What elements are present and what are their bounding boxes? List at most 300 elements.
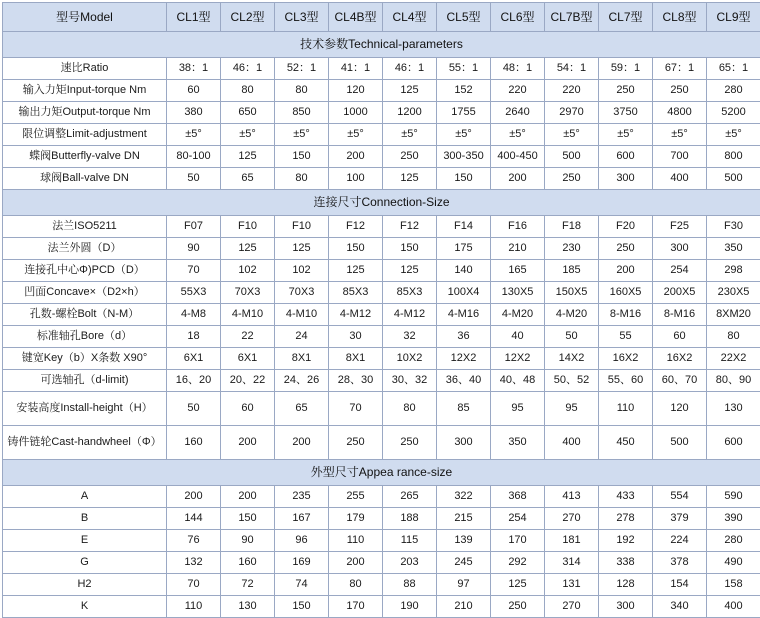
table-cell: 10X2 xyxy=(383,348,437,370)
row-label: 法兰外圆（D） xyxy=(3,238,167,260)
table-cell: 280 xyxy=(707,80,760,102)
table-cell: 175 xyxy=(437,238,491,260)
table-cell: ±5° xyxy=(599,124,653,146)
table-cell: 110 xyxy=(329,530,383,552)
table-cell: 67：1 xyxy=(653,58,707,80)
table-cell: 8-M16 xyxy=(599,304,653,326)
table-cell: 85X3 xyxy=(383,282,437,304)
table-cell: 46：1 xyxy=(221,58,275,80)
table-cell: 350 xyxy=(707,238,760,260)
table-cell: 169 xyxy=(275,552,329,574)
table-cell: 210 xyxy=(437,596,491,618)
table-cell: 250 xyxy=(545,168,599,190)
table-cell: 179 xyxy=(329,508,383,530)
table-cell: 380 xyxy=(167,102,221,124)
table-cell: 40、48 xyxy=(491,370,545,392)
table-cell: 4-M10 xyxy=(275,304,329,326)
table-cell: 170 xyxy=(329,596,383,618)
column-header-CL4B型: CL4B型 xyxy=(329,3,383,32)
table-cell: 144 xyxy=(167,508,221,530)
table-cell: 96 xyxy=(275,530,329,552)
column-header-CL8型: CL8型 xyxy=(653,3,707,32)
table-cell: 170 xyxy=(491,530,545,552)
table-cell: 6X1 xyxy=(221,348,275,370)
table-cell: 700 xyxy=(653,146,707,168)
row-label: 限位调整Limit-adjustment xyxy=(3,124,167,146)
table-cell: 76 xyxy=(167,530,221,552)
table-cell: 60 xyxy=(653,326,707,348)
table-cell: F12 xyxy=(329,216,383,238)
table-row xyxy=(3,392,760,426)
table-cell: 590 xyxy=(707,486,760,508)
table-cell: 55、60 xyxy=(599,370,653,392)
row-label: 安装高度Install-height（H） xyxy=(3,392,167,426)
table-cell: 4-M12 xyxy=(329,304,383,326)
table-cell: 800 xyxy=(707,146,760,168)
table-row xyxy=(3,304,760,326)
column-header-CL4型: CL4型 xyxy=(383,3,437,32)
table-cell: 97 xyxy=(437,574,491,596)
table-cell: 300 xyxy=(599,168,653,190)
row-label: 键宽Key（b）X条数 X90° xyxy=(3,348,167,370)
table-cell: 270 xyxy=(545,596,599,618)
table-cell: 60 xyxy=(167,80,221,102)
specifications-table xyxy=(2,2,760,618)
table-cell: 50 xyxy=(167,392,221,426)
table-cell: 125 xyxy=(491,574,545,596)
table-cell: 50 xyxy=(167,168,221,190)
table-cell: 154 xyxy=(653,574,707,596)
table-cell: F18 xyxy=(545,216,599,238)
table-cell: F07 xyxy=(167,216,221,238)
table-cell: 322 xyxy=(437,486,491,508)
table-cell: F20 xyxy=(599,216,653,238)
table-cell: 150 xyxy=(275,146,329,168)
table-cell: 128 xyxy=(599,574,653,596)
table-cell: ±5° xyxy=(491,124,545,146)
table-cell: 200 xyxy=(599,260,653,282)
table-cell: 95 xyxy=(545,392,599,426)
table-cell: 230 xyxy=(545,238,599,260)
table-cell: 650 xyxy=(221,102,275,124)
table-cell: 65：1 xyxy=(707,58,760,80)
table-cell: 4800 xyxy=(653,102,707,124)
table-cell: 152 xyxy=(437,80,491,102)
table-cell: 600 xyxy=(599,146,653,168)
header-row xyxy=(3,3,760,32)
table-row xyxy=(3,326,760,348)
row-label: H2 xyxy=(3,574,167,596)
table-cell: 59：1 xyxy=(599,58,653,80)
table-cell: ±5° xyxy=(167,124,221,146)
row-label: K xyxy=(3,596,167,618)
table-cell: 150 xyxy=(383,238,437,260)
table-cell: 200X5 xyxy=(653,282,707,304)
table-cell: 54：1 xyxy=(545,58,599,80)
table-cell: 131 xyxy=(545,574,599,596)
table-cell: 102 xyxy=(275,260,329,282)
table-cell: 250 xyxy=(383,146,437,168)
table-cell: 200 xyxy=(491,168,545,190)
table-cell: 110 xyxy=(599,392,653,426)
table-cell: 4-M8 xyxy=(167,304,221,326)
table-cell: 80 xyxy=(275,168,329,190)
table-cell: 167 xyxy=(275,508,329,530)
table-cell: 278 xyxy=(599,508,653,530)
table-cell: 4-M20 xyxy=(545,304,599,326)
column-header-model: 型号Model xyxy=(3,3,167,32)
table-cell: 41：1 xyxy=(329,58,383,80)
table-cell: 80、90 xyxy=(707,370,760,392)
table-cell: 235 xyxy=(275,486,329,508)
table-cell: 88 xyxy=(383,574,437,596)
table-cell: 203 xyxy=(383,552,437,574)
table-cell: 65 xyxy=(275,392,329,426)
table-cell: 340 xyxy=(653,596,707,618)
table-cell: 22 xyxy=(221,326,275,348)
table-cell: 80-100 xyxy=(167,146,221,168)
table-cell: 433 xyxy=(599,486,653,508)
table-body xyxy=(3,32,760,618)
table-cell: 40 xyxy=(491,326,545,348)
table-cell: 115 xyxy=(383,530,437,552)
row-label: 孔数-螺栓Bolt（N-M） xyxy=(3,304,167,326)
table-cell: F10 xyxy=(275,216,329,238)
table-cell: 292 xyxy=(491,552,545,574)
table-cell: 24、26 xyxy=(275,370,329,392)
table-cell: 65 xyxy=(221,168,275,190)
table-cell: 140 xyxy=(437,260,491,282)
table-cell: 250 xyxy=(329,426,383,460)
table-cell: 46：1 xyxy=(383,58,437,80)
table-cell: 300 xyxy=(599,596,653,618)
table-cell: F25 xyxy=(653,216,707,238)
table-cell: 12X2 xyxy=(491,348,545,370)
row-label: 凹面Concave×（D2×h） xyxy=(3,282,167,304)
table-cell: 55X3 xyxy=(167,282,221,304)
table-cell: 12X2 xyxy=(437,348,491,370)
table-cell: 80 xyxy=(275,80,329,102)
table-cell: 85 xyxy=(437,392,491,426)
table-cell: 80 xyxy=(707,326,760,348)
table-cell: 254 xyxy=(653,260,707,282)
table-cell: 120 xyxy=(329,80,383,102)
table-cell: 400 xyxy=(653,168,707,190)
table-cell: 16X2 xyxy=(653,348,707,370)
table-cell: 18 xyxy=(167,326,221,348)
table-cell: 150X5 xyxy=(545,282,599,304)
table-cell: F16 xyxy=(491,216,545,238)
table-row xyxy=(3,348,760,370)
table-cell: 850 xyxy=(275,102,329,124)
table-row xyxy=(3,370,760,392)
table-cell: 8X1 xyxy=(275,348,329,370)
table-cell: 215 xyxy=(437,508,491,530)
table-cell: 490 xyxy=(707,552,760,574)
table-cell: 220 xyxy=(545,80,599,102)
table-cell: 60 xyxy=(221,392,275,426)
section-title: 技术参数Technical-parameters xyxy=(3,32,760,58)
table-cell: 70 xyxy=(167,260,221,282)
table-cell: F12 xyxy=(383,216,437,238)
table-cell: 250 xyxy=(383,426,437,460)
table-cell: 150 xyxy=(275,596,329,618)
row-label: 铸件链轮Cast-handwheel（Φ） xyxy=(3,426,167,460)
table-row xyxy=(3,102,760,124)
table-cell: 80 xyxy=(221,80,275,102)
table-cell: 280 xyxy=(707,530,760,552)
table-cell: ±5° xyxy=(275,124,329,146)
row-label: 输入力矩Input-torque Nm xyxy=(3,80,167,102)
table-cell: 1000 xyxy=(329,102,383,124)
table-cell: 378 xyxy=(653,552,707,574)
row-label: 球阀Ball-valve DN xyxy=(3,168,167,190)
table-cell: 230X5 xyxy=(707,282,760,304)
table-cell: 139 xyxy=(437,530,491,552)
table-row xyxy=(3,80,760,102)
row-label: 蝶阀Butterfly-valve DN xyxy=(3,146,167,168)
table-cell: 158 xyxy=(707,574,760,596)
table-cell: ±5° xyxy=(545,124,599,146)
table-cell: 150 xyxy=(437,168,491,190)
table-cell: 250 xyxy=(599,238,653,260)
table-cell: 210 xyxy=(491,238,545,260)
table-cell: 32 xyxy=(383,326,437,348)
table-cell: 181 xyxy=(545,530,599,552)
table-cell: 150 xyxy=(221,508,275,530)
table-cell: 390 xyxy=(707,508,760,530)
table-cell: 8-M16 xyxy=(653,304,707,326)
table-cell: 165 xyxy=(491,260,545,282)
table-cell: 60、70 xyxy=(653,370,707,392)
column-header-CL5型: CL5型 xyxy=(437,3,491,32)
column-header-CL7B型: CL7B型 xyxy=(545,3,599,32)
table-cell: ±5° xyxy=(329,124,383,146)
table-cell: 200 xyxy=(275,426,329,460)
table-cell: 85X3 xyxy=(329,282,383,304)
table-cell: 254 xyxy=(491,508,545,530)
table-row xyxy=(3,596,760,618)
table-cell: 132 xyxy=(167,552,221,574)
table-cell: 90 xyxy=(167,238,221,260)
table-cell: 400 xyxy=(707,596,760,618)
table-cell: 80 xyxy=(329,574,383,596)
row-label: B xyxy=(3,508,167,530)
table-cell: 125 xyxy=(275,238,329,260)
table-cell: 300-350 xyxy=(437,146,491,168)
table-cell: 28、30 xyxy=(329,370,383,392)
table-row xyxy=(3,124,760,146)
table-cell: 200 xyxy=(329,146,383,168)
table-cell: 150 xyxy=(329,238,383,260)
table-cell: 5200 xyxy=(707,102,760,124)
table-cell: 70X3 xyxy=(275,282,329,304)
column-header-CL1型: CL1型 xyxy=(167,3,221,32)
table-cell: 80 xyxy=(383,392,437,426)
section-banner-row xyxy=(3,32,760,58)
table-cell: 192 xyxy=(599,530,653,552)
table-cell: 250 xyxy=(491,596,545,618)
table-cell: 125 xyxy=(221,146,275,168)
table-cell: 270 xyxy=(545,508,599,530)
table-cell: 400 xyxy=(545,426,599,460)
column-header-CL9型: CL9型 xyxy=(707,3,760,32)
table-cell: 4-M20 xyxy=(491,304,545,326)
table-row xyxy=(3,486,760,508)
table-cell: 70X3 xyxy=(221,282,275,304)
table-cell: ±5° xyxy=(383,124,437,146)
table-cell: 55：1 xyxy=(437,58,491,80)
row-label: 输出力矩Output-torque Nm xyxy=(3,102,167,124)
section-title: 外型尺寸Appea rance-size xyxy=(3,460,760,486)
table-cell: ±5° xyxy=(707,124,760,146)
table-cell: 188 xyxy=(383,508,437,530)
table-cell: 245 xyxy=(437,552,491,574)
table-cell: F10 xyxy=(221,216,275,238)
row-label: 连接孔中心Φ)PCD（D） xyxy=(3,260,167,282)
table-cell: 95 xyxy=(491,392,545,426)
table-row xyxy=(3,58,760,80)
table-cell: 50 xyxy=(545,326,599,348)
table-cell: 74 xyxy=(275,574,329,596)
table-cell: 2970 xyxy=(545,102,599,124)
table-cell: 125 xyxy=(221,238,275,260)
table-cell: 100X4 xyxy=(437,282,491,304)
table-cell: 500 xyxy=(545,146,599,168)
table-cell: 300 xyxy=(437,426,491,460)
table-cell: 190 xyxy=(383,596,437,618)
table-cell: 379 xyxy=(653,508,707,530)
table-cell: 4-M10 xyxy=(221,304,275,326)
section-title: 连接尺寸Connection-Size xyxy=(3,190,760,216)
table-cell: 413 xyxy=(545,486,599,508)
table-cell: 1755 xyxy=(437,102,491,124)
table-cell: 70 xyxy=(167,574,221,596)
column-header-CL2型: CL2型 xyxy=(221,3,275,32)
table-cell: 24 xyxy=(275,326,329,348)
table-cell: 224 xyxy=(653,530,707,552)
table-row xyxy=(3,508,760,530)
column-header-CL6型: CL6型 xyxy=(491,3,545,32)
table-row xyxy=(3,574,760,596)
column-header-CL3型: CL3型 xyxy=(275,3,329,32)
table-cell: 160 xyxy=(221,552,275,574)
table-cell: 102 xyxy=(221,260,275,282)
table-cell: 110 xyxy=(167,596,221,618)
table-cell: 298 xyxy=(707,260,760,282)
table-cell: 100 xyxy=(329,168,383,190)
table-cell: 55 xyxy=(599,326,653,348)
table-cell: 554 xyxy=(653,486,707,508)
table-cell: 3750 xyxy=(599,102,653,124)
table-cell: 52：1 xyxy=(275,58,329,80)
table-row xyxy=(3,168,760,190)
table-cell: 338 xyxy=(599,552,653,574)
table-cell: 30、32 xyxy=(383,370,437,392)
table-row xyxy=(3,260,760,282)
table-cell: 314 xyxy=(545,552,599,574)
table-cell: 120 xyxy=(653,392,707,426)
table-cell: 8XM20 xyxy=(707,304,760,326)
table-cell: 2640 xyxy=(491,102,545,124)
table-cell: 250 xyxy=(653,80,707,102)
table-cell: 160X5 xyxy=(599,282,653,304)
table-row xyxy=(3,216,760,238)
table-cell: 350 xyxy=(491,426,545,460)
table-row xyxy=(3,530,760,552)
table-cell: ±5° xyxy=(437,124,491,146)
table-cell: 130X5 xyxy=(491,282,545,304)
table-row xyxy=(3,282,760,304)
column-header-CL7型: CL7型 xyxy=(599,3,653,32)
table-cell: 200 xyxy=(329,552,383,574)
row-label: 可选轴孔（d-limit) xyxy=(3,370,167,392)
table-cell: 72 xyxy=(221,574,275,596)
table-cell: 125 xyxy=(383,260,437,282)
table-cell: F14 xyxy=(437,216,491,238)
table-cell: 200 xyxy=(221,426,275,460)
table-row xyxy=(3,426,760,460)
table-cell: 38：1 xyxy=(167,58,221,80)
row-label: 速比Ratio xyxy=(3,58,167,80)
row-label: 法兰ISO5211 xyxy=(3,216,167,238)
table-cell: 368 xyxy=(491,486,545,508)
table-cell: 1200 xyxy=(383,102,437,124)
table-cell: 50、52 xyxy=(545,370,599,392)
table-cell: 48：1 xyxy=(491,58,545,80)
table-cell: 130 xyxy=(221,596,275,618)
table-cell: 130 xyxy=(707,392,760,426)
table-cell: 125 xyxy=(329,260,383,282)
table-cell: 500 xyxy=(653,426,707,460)
table-cell: 36 xyxy=(437,326,491,348)
section-banner-row xyxy=(3,190,760,216)
table-cell: F30 xyxy=(707,216,760,238)
table-row xyxy=(3,146,760,168)
table-cell: 16、20 xyxy=(167,370,221,392)
table-cell: 6X1 xyxy=(167,348,221,370)
row-label: A xyxy=(3,486,167,508)
table-row xyxy=(3,238,760,260)
table-cell: 125 xyxy=(383,80,437,102)
table-cell: 4-M12 xyxy=(383,304,437,326)
row-label: E xyxy=(3,530,167,552)
table-cell: ±5° xyxy=(221,124,275,146)
table-cell: 265 xyxy=(383,486,437,508)
table-cell: 4-M16 xyxy=(437,304,491,326)
table-cell: 160 xyxy=(167,426,221,460)
table-cell: 70 xyxy=(329,392,383,426)
table-cell: 16X2 xyxy=(599,348,653,370)
table-cell: 36、40 xyxy=(437,370,491,392)
table-cell: 400-450 xyxy=(491,146,545,168)
table-cell: ±5° xyxy=(653,124,707,146)
section-banner-row xyxy=(3,460,760,486)
table-cell: 185 xyxy=(545,260,599,282)
table-cell: 125 xyxy=(383,168,437,190)
table-cell: 20、22 xyxy=(221,370,275,392)
table-cell: 90 xyxy=(221,530,275,552)
table-cell: 200 xyxy=(167,486,221,508)
table-header xyxy=(3,3,760,32)
table-cell: 200 xyxy=(221,486,275,508)
table-cell: 450 xyxy=(599,426,653,460)
table-cell: 8X1 xyxy=(329,348,383,370)
table-cell: 30 xyxy=(329,326,383,348)
table-cell: 220 xyxy=(491,80,545,102)
row-label: 标准轴孔Bore（d） xyxy=(3,326,167,348)
row-label: G xyxy=(3,552,167,574)
